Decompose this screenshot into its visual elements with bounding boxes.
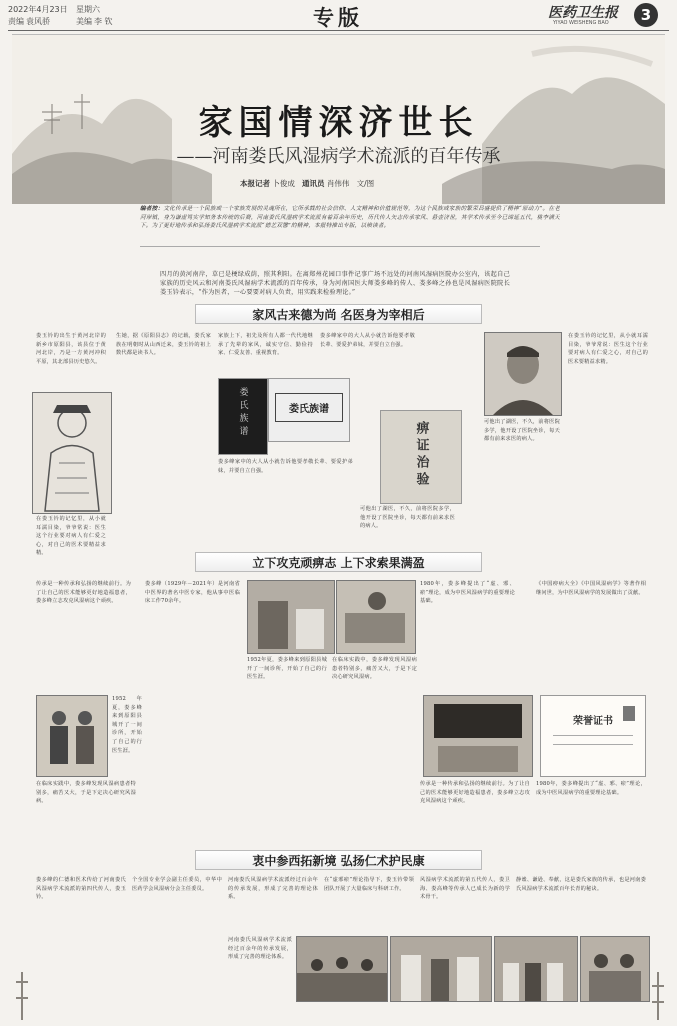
section-2-col-6b: 1980年，娄多峰提出了“虚、邪、瘀”理论，成为中医风湿病学的重要理论基础。	[536, 781, 646, 796]
manuscript-image	[380, 410, 462, 504]
editor-note	[140, 205, 560, 239]
section-2-col-5: 1980年，娄多峰提出了“虚、邪、瘀”理论，成为中医风湿病学的重要理论基础。	[420, 581, 515, 605]
section-1-col-5: 可他出了湖医，不久，前将医院多学，他开设了医院坐诊，每天都有前来求医的病人。	[484, 419, 560, 443]
old-family-photo	[36, 695, 108, 777]
section-1-title: 家风古来德为尚 名医身为宰相后	[252, 308, 425, 322]
section-3-col-6: 静谧、谦逊、奉献，这是娄氏家族的传承，也是河南娄氏风湿病学术流派百年长青的秘诀。	[516, 877, 646, 892]
art-editor-label: 美编	[76, 17, 92, 26]
masthead-logo: 医药卫生报	[548, 5, 618, 21]
book-cover-title: 娄氏族谱	[275, 393, 343, 422]
section-1-col-6: 在娄玉钤的记忆里，从小就耳濡目染，爷爷常说：医生这个行业要对病人有仁爱之心，对自己的医术要精益求精。	[568, 333, 648, 365]
doctor-consult-photo	[247, 580, 335, 654]
section-2-bar	[195, 552, 482, 572]
issue-date: 2022年4月23日	[8, 5, 68, 14]
team-meeting-photo	[296, 936, 388, 1002]
byline-correspondent: 肖伟伟	[326, 179, 350, 188]
section-2-col-4: 在临床实践中，娄多峰发现风湿病患者特别多，痛苦又大，于是下定决心研究风湿病。	[332, 657, 417, 681]
bamboo-decoration-right	[648, 972, 670, 1020]
calligraphy-plaque-image	[218, 378, 268, 455]
section-3-col-2: 个全国专业学会副主任委员，中华中医药学会风湿病分会主任委员。	[132, 877, 222, 892]
section-3-bar	[195, 850, 482, 870]
header-rule	[8, 30, 669, 31]
section-1-col-2: 生她，据《原阳县志》的记载，娄氏家族在明朝时从山西迁来，娄玉钤的祖上数代都是读书人。	[116, 333, 211, 357]
section-3-col-3: 河南娄氏风湿病学术流派经过百余年的传承发展，形成了完善的理论体系。	[228, 877, 318, 901]
certificate-title: 荣誉证书	[573, 716, 613, 727]
section-3-col-3b: 河南娄氏风湿病学术流派经过百余年的传承发展，形成了完善的理论体系。	[228, 937, 292, 961]
section-2-col-1c: 在临床实践中，娄多峰发现风湿病患者特别多，痛苦又大，于是下定决心研究风湿病。	[36, 781, 136, 805]
section-1-col-4: 娄多峰家中的大人从小就告诉他要孝敬长辈、要爱护弟妹，并要自立自强。	[320, 333, 415, 348]
section-1-col-3b: 娄多峰家中的大人从小就告诉他要孝敬长辈、要爱护弟妹，并要自立自强。	[218, 459, 353, 474]
lecture-photo	[423, 695, 533, 777]
section-3-col-4: 在“虚邪瘀”理论指导下，娄玉钤带领团队开展了大量临床与科研工作。	[324, 877, 414, 892]
section-3-title: 衷中参西拓新境 弘扬仁术护民康	[252, 854, 425, 868]
editor-name: 袁风骄	[26, 17, 50, 26]
editor-label: 责编	[8, 17, 24, 26]
editor-note-text: 文化传承是一个民族或一个家族发展的灵魂所在，它所承载的社会信仰、人文精神和价值规范等，为这个民族或家族的繁荣昌盛提供了精神“原动力”。在老河岸镇，身为谦虚笃实学知务本传统的后裔，河南娄氏风湿病学术流派有着百余年历史，历代传人矢志传承家风、悬壶济世，其学术传承至今已绵延五代，桃李满天下。为了更好地传承和弘扬娄氏风湿病学术流派“德艺双馨”的精神，本报特推出专版，以飨读者。	[140, 206, 560, 229]
section-name: 专版	[313, 5, 363, 30]
section-2-col-6: 《中国痹病大全》《中国风湿病学》等著作相继问世，为中医风湿病学的发展做出了贡献。	[536, 581, 646, 596]
byline	[240, 178, 374, 189]
manuscript-label: 痹证治验	[413, 421, 429, 489]
section-2-col-2: 娄多峰（1929年－2021年）是河南省中医界的著名中医专家，他从事中医临床工作70余年。	[145, 581, 240, 605]
art-editor-name: 李 钦	[94, 17, 113, 26]
section-3-col-5: 风湿病学术流派的第五代传人，娄卫海、娄高峰等传承人已成长为新的学术骨干。	[420, 877, 510, 901]
group-photo-1	[494, 936, 578, 1002]
byline-correspondent-label: 通讯员	[302, 179, 325, 188]
byline-credit: 文/图	[356, 179, 375, 188]
issue-weekday: 星期六	[76, 5, 100, 14]
section-3-col-1: 娄多峰的仁德和医术传给了河南娄氏风湿病学术流派的第四代传人，娄玉钤。	[36, 877, 126, 901]
section-1-bar	[195, 304, 482, 324]
byline-reporter: 卜俊成	[272, 179, 295, 188]
certificate-image	[540, 695, 646, 777]
bamboo-decoration-left	[12, 972, 34, 1020]
byline-reporter-label: 本报记者	[240, 179, 270, 188]
page-number-badge: 3	[634, 3, 658, 27]
portrait-ancestor-drawing	[32, 392, 112, 514]
section-1-col-4b: 可他出了湖医，不久，前将医院多学，他开设了医院坐诊，每天都有前来求医的病人。	[360, 506, 455, 530]
section-1-col-1b: 在娄玉钤的记忆里，从小就耳濡目染，爷爷常说：医生这个行业要对病人有仁爱之心，对自己的医术要精益求精。	[36, 516, 106, 557]
portrait-elder-photo	[484, 332, 562, 416]
section-2-col-5b: 传承是一种传承和弘扬的继续前行。为了让自己的医术能够更好地造福患者，娄多峰立志攻克风湿病这个顽疾。	[420, 781, 530, 805]
section-2-col-1: 传承是一种传承和弘扬的继续前行。为了让自己的医术能够更好地造福患者，娄多峰立志攻克风湿病这个顽疾。	[36, 581, 131, 605]
group-photo-2	[580, 936, 650, 1002]
intro-paragraph: 四月的黄河南岸，草已是梗绿成荫，照其利阳。在离郑州花园口事件记事广场不远处的河南风湿病医院办公室内，该起自己家族的历史风云和河南娄氏风湿病学术流派的百年传承，身为河南国医大师娄多峰的传人、娄多峰之孙也是风湿病医院院长娄玉钤表示，“作为医者，一心要要对病人负责，用实践来检验理论。”	[160, 271, 510, 296]
section-2-title: 立下攻克顽痹志 上下求索果满盈	[252, 556, 425, 570]
section-1-col-3: 家族上下，祖先及所有人都一代代地继承了先辈的家风，诚实守信、勤俭持家、仁爱友善、重视教育。	[218, 333, 313, 357]
note-divider	[140, 246, 540, 247]
editor-note-label: 编者按：	[140, 206, 164, 212]
section-2-col-1b: 1952年夏，娄多峰来到原阳县城开了一间诊所，开始了自己的行医生涯。	[112, 696, 142, 754]
section-2-col-3: 1952年夏，娄多峰来到原阳县城开了一间诊所，开始了自己的行医生涯。	[247, 657, 327, 681]
clinic-visit-photo	[390, 936, 492, 1002]
section-1-col-1: 娄玉钤的出生于黄河北岸的新乡市原阳县，该县位于黄河北岸，乃是一方黄河冲积平原，其北部县历史悠久。	[36, 333, 106, 365]
patient-treatment-photo	[336, 580, 416, 654]
headline-title: 家国情深济世长	[198, 103, 479, 143]
headline-subtitle: ——河南娄氏风湿病学术流派的百年传承	[176, 146, 501, 167]
masthead-pinyin: YIYAO WEISHENG BAO	[553, 20, 609, 26]
calligraphy-plaque-text: 娄氏族谱	[237, 387, 248, 439]
